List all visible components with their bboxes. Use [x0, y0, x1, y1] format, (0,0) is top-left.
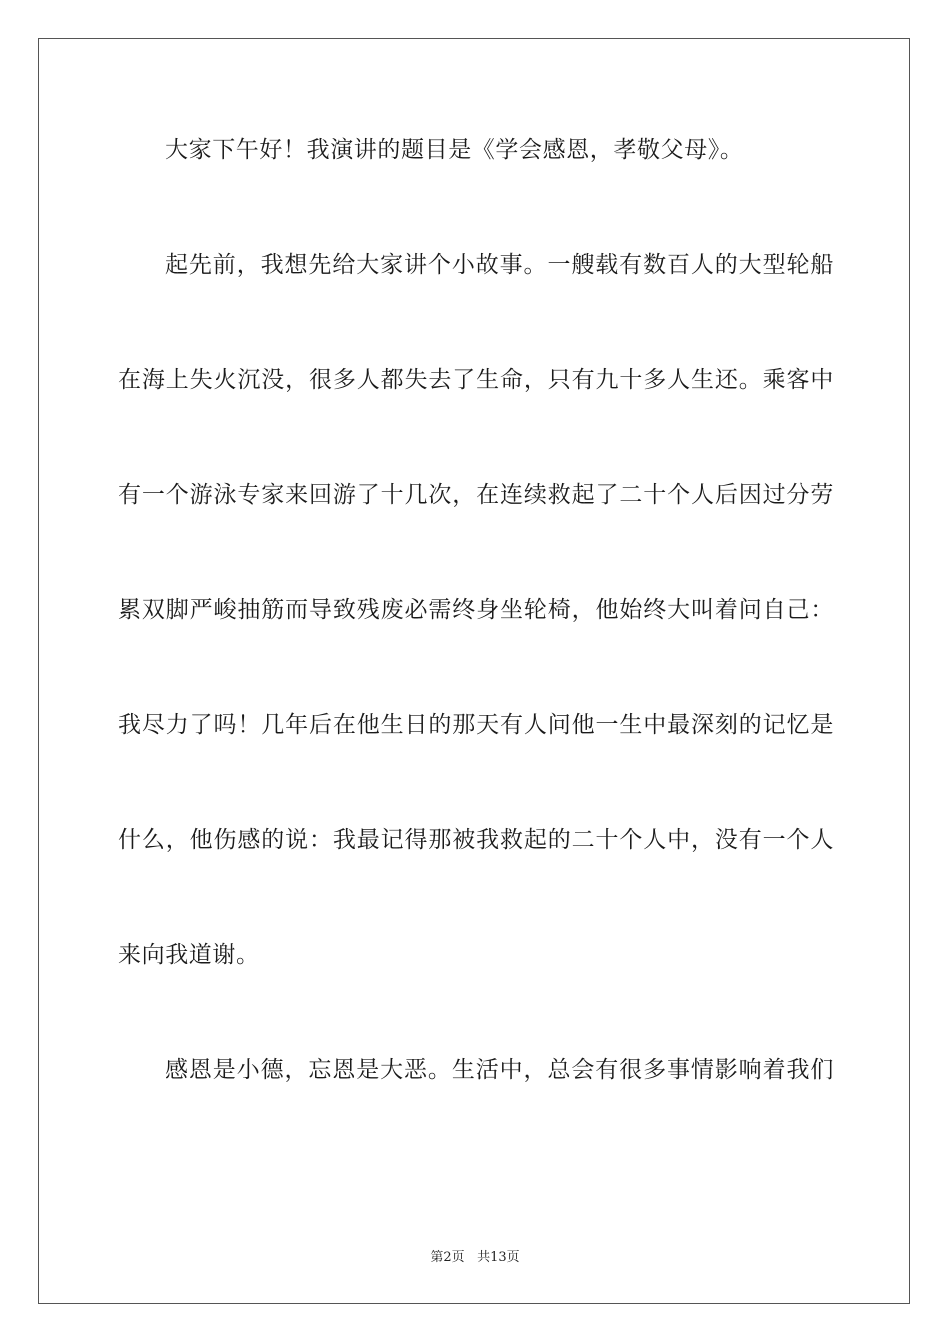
paragraph-line: 在海上失火沉没，很多人都失去了生命，只有九十多人生还。乘客中	[118, 367, 834, 393]
paragraph-line: 我尽力了吗！几年后在他生日的那天有人问他一生中最深刻的记忆是	[118, 712, 834, 738]
paragraph-line: 起先前，我想先给大家讲个小故事。一艘载有数百人的大型轮船	[165, 252, 834, 278]
page-footer	[0, 1246, 950, 1265]
page-number: 第2页	[430, 1250, 465, 1265]
paragraph-line: 大家下午好！我演讲的题目是《学会感恩，孝敬父母》。	[165, 137, 744, 163]
paragraph-line: 有一个游泳专家来回游了十几次，在连续救起了二十个人后因过分劳	[118, 482, 834, 508]
paragraph-line: 什么，他伤感的说：我最记得那被我救起的二十个人中，没有一个人	[118, 827, 834, 853]
page-total: 共13页	[477, 1250, 520, 1265]
paragraph-line: 累双脚严峻抽筋而导致残废必需终身坐轮椅，他始终大叫着问自己：	[118, 597, 834, 623]
page-border	[38, 38, 910, 1304]
paragraph-line: 感恩是小德，忘恩是大恶。生活中，总会有很多事情影响着我们	[165, 1057, 834, 1083]
paragraph-line: 来向我道谢。	[118, 942, 260, 968]
